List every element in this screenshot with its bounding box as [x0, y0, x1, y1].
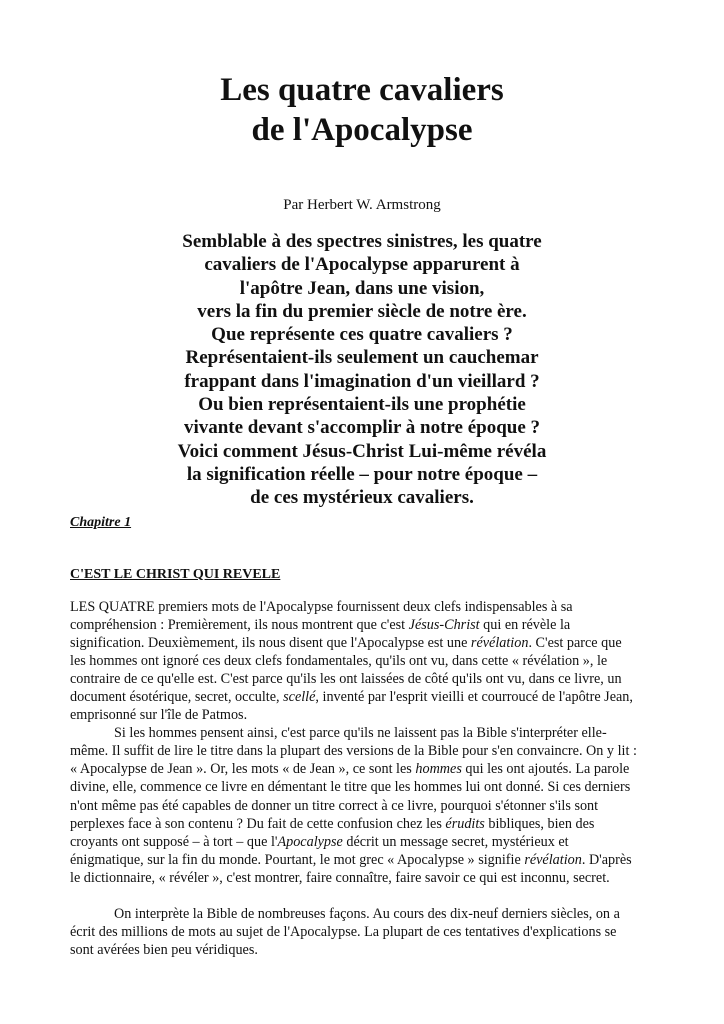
intro-line: frappant dans l'imagination d'un vieillard ? — [184, 370, 540, 392]
text-run: qui les ont ajoutés. La parole — [461, 761, 630, 778]
body-text — [70, 598, 670, 959]
document-title — [0, 70, 724, 150]
text-line: contraire de ce qu'elle est. C'est parce qu'ils les ont laissées de côté qu'ils ont vu, dans ce livre, un — [70, 671, 622, 688]
text-line — [70, 760, 670, 778]
text-run: énigmatique, sur la fin du monde. Pourtant, le mot grec « Apocalypse » signifie — [70, 851, 525, 868]
intro-line: Voici comment Jésus-Christ Lui-même révéla — [177, 440, 547, 462]
italic-run: révélation — [524, 851, 582, 868]
text-line: le dictionnaire, « révéler », c'est montrer, faire connaître, faire savoir ce qui est inconnu, secret. — [70, 869, 610, 886]
paragraph-1 — [70, 598, 670, 724]
text-line — [70, 815, 670, 833]
italic-run: Jésus-Christ — [408, 617, 480, 634]
paragraph-spacer — [70, 887, 670, 905]
intro-line: cavaliers de l'Apocalypse apparurent à — [204, 254, 520, 276]
paragraph-3 — [70, 905, 670, 959]
text-line: écrit des millions de mots au sujet de l'Apocalypse. La plupart de ces tentatives d'explications se — [70, 923, 617, 940]
text-run: bibliques, bien des — [484, 815, 595, 832]
text-line: Si les hommes pensent ainsi, c'est parce qu'ils ne laissent pas la Bible s'interpréter elle- — [114, 725, 607, 742]
text-run: , inventé par l'esprit vieilli et courroucé de l'apôtre Jean, — [315, 689, 633, 706]
section-heading: C'EST LE CHRIST QUI REVELE — [70, 567, 281, 582]
text-line: LES QUATRE premiers mots de l'Apocalypse fournissent deux clefs indispensables à sa — [70, 599, 573, 615]
intro-line: vivante devant s'accomplir à notre époque ? — [183, 417, 541, 439]
italic-run: scellé — [283, 689, 316, 706]
text-line: On interprète la Bible de nombreuses façons. Au cours des dix-neuf derniers siècles, on a — [114, 905, 620, 922]
text-line: n'ont même pas été capables de donner un titre correct à ce livre, pourquoi s'étonner s'ils sont — [70, 797, 599, 814]
chapter-label: Chapitre 1 — [70, 515, 132, 530]
text-line: sont avérées bien peu véridiques. — [70, 941, 258, 958]
intro-line: Semblable à des spectres sinistres, les quatre — [182, 231, 542, 252]
text-run: compréhension : Premièrement, ils nous montrent que c'est — [70, 617, 409, 634]
text-run: signification. Deuxièmement, ils nous disent que l'Apocalypse est une — [70, 635, 471, 652]
text-run: . D'après — [581, 851, 632, 868]
author-byline: Par Herbert W. Armstrong — [283, 197, 441, 213]
text-line: même. Il suffit de lire le titre dans la plupart des versions de la Bible pour s'en convaincre. On y lit : — [70, 743, 637, 760]
title-line-1: Les quatre cavaliers — [220, 72, 504, 108]
text-run: perplexes face à son contenu ? Du fait de cette confusion chez les — [70, 815, 446, 832]
intro-line: Que représente ces quatre cavaliers ? — [211, 324, 513, 346]
intro-line: l'apôtre Jean, dans une vision, — [239, 277, 485, 299]
italic-run: érudits — [445, 815, 485, 832]
intro-line: de ces mystérieux cavaliers. — [250, 487, 474, 509]
text-run: décrit un message secret, mystérieux et — [342, 833, 569, 850]
text-line: emprisonné sur l'île de Patmos. — [70, 707, 248, 724]
text-run: qui en révèle la — [479, 617, 571, 634]
text-run: « Apocalypse de Jean ». Or, les mots « de Jean », ce sont les — [70, 761, 416, 778]
title-line-2: de l'Apocalypse — [251, 112, 473, 148]
text-line — [70, 616, 670, 634]
text-line: les hommes ont ignoré ces deux clefs fondamentales, qu'ils ont vu, dans cette « révélation », le — [70, 653, 608, 670]
intro-line: Représentaient-ils seulement un cauchemar — [185, 347, 539, 369]
text-line — [70, 833, 670, 851]
italic-run: révélation — [470, 635, 529, 652]
text-line — [70, 688, 670, 706]
text-run: croyants ont supposé – à tort – que l' — [70, 833, 278, 850]
italic-run: Apocalypse — [277, 833, 343, 850]
intro-line: Ou bien représentaient-ils une prophétie — [198, 394, 526, 416]
paragraph-2 — [70, 724, 670, 886]
text-line — [70, 851, 670, 869]
text-line — [70, 634, 670, 652]
intro-summary — [140, 230, 584, 510]
intro-line: vers la fin du premier siècle de notre ère. — [197, 300, 527, 322]
intro-line: la signification réelle – pour notre époque – — [186, 463, 538, 485]
text-run: document ésotérique, secret, occulte, — [70, 689, 284, 706]
italic-run: hommes — [415, 761, 462, 778]
text-line: divine, elle, commence ce livre en démentant le titre que les hommes lui ont donné. Si ces derniers — [70, 779, 631, 796]
text-run: . C'est parce que — [528, 635, 622, 652]
